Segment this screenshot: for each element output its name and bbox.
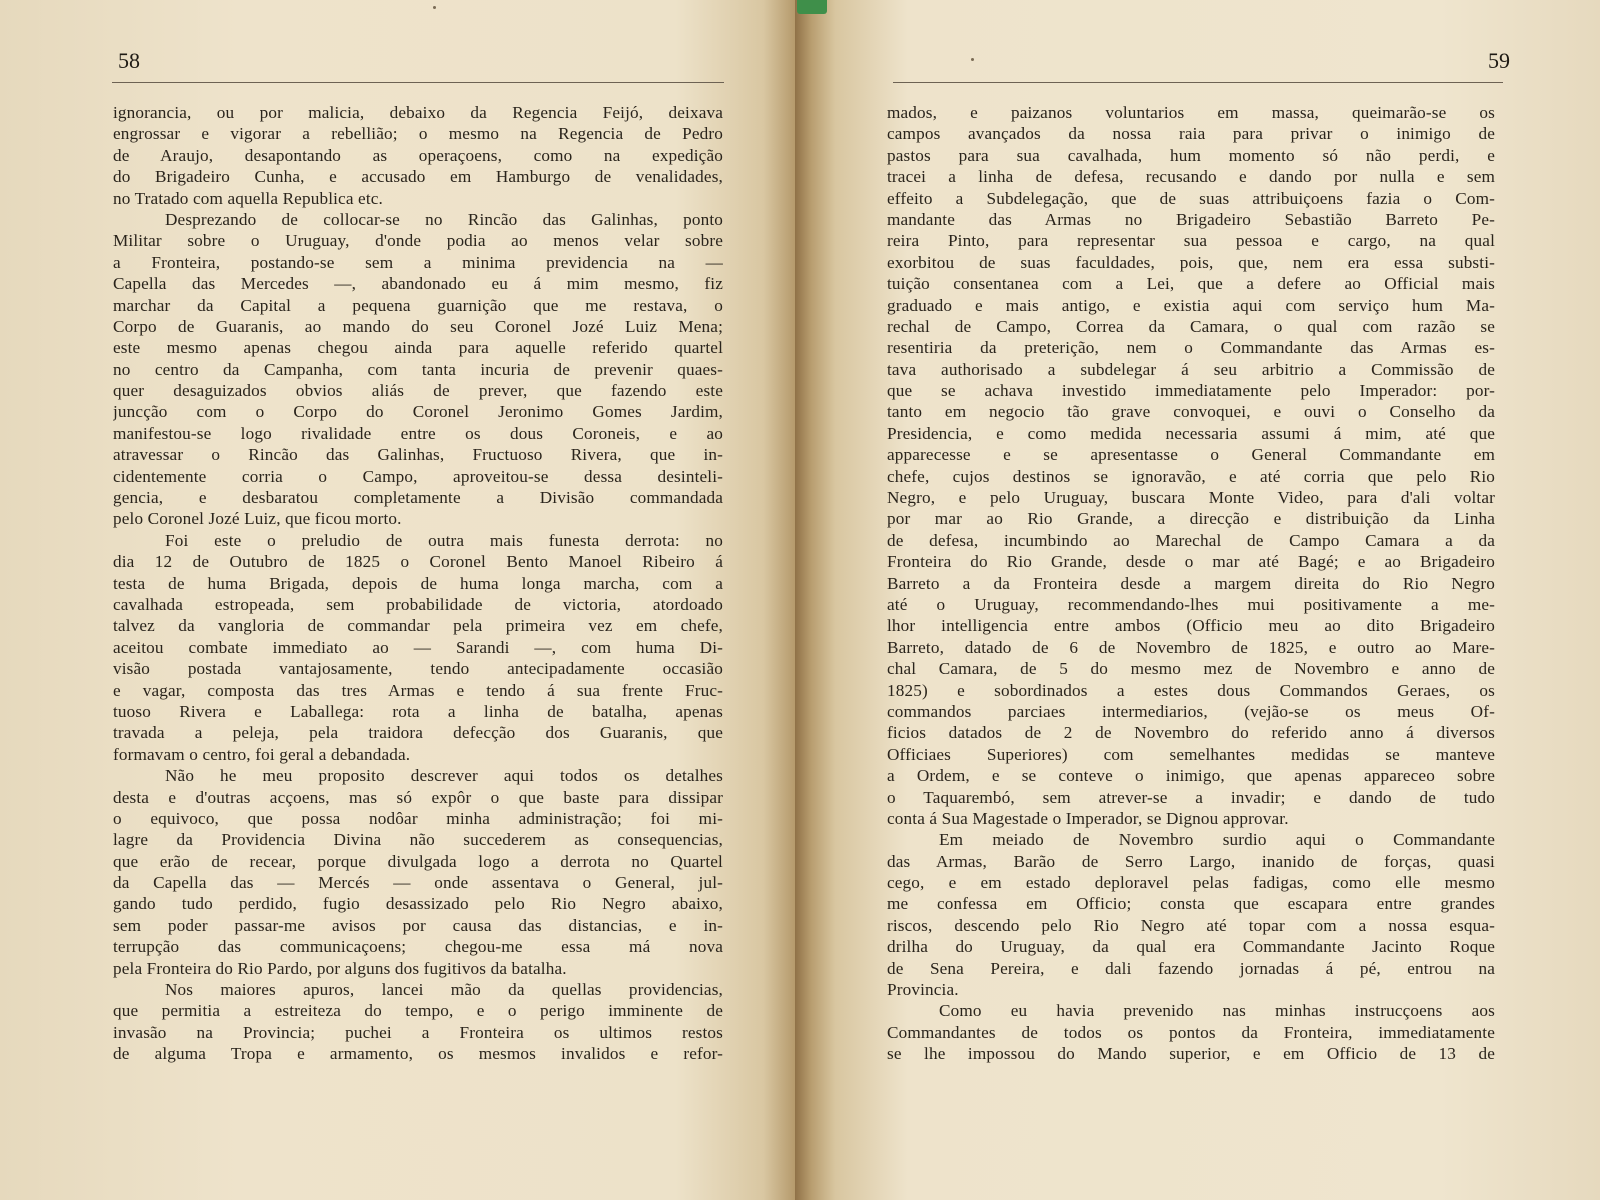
text-line: Em meiado de Novembro surdio aqui o Commandante <box>939 830 1495 850</box>
text-line: da Capella das — Mercés — onde assentava o General, jul- <box>113 873 723 893</box>
text-line: campos avançados da nossa raia para privar o inimigo de <box>887 124 1495 144</box>
text-line: que se achava investido immediatamente pelo Imperador: por- <box>887 381 1495 401</box>
text-line: Como eu havia prevenido nas minhas instrucçoens aos <box>939 1001 1495 1021</box>
body-text <box>887 102 1495 1065</box>
text-line: lagre da Providencia Divina não succederem as consequencias, <box>113 830 723 850</box>
text-line: Capella das Mercedes —, abandonado eu á mim mesmo, fiz <box>113 274 723 294</box>
text-line: do Brigadeiro Cunha, e accusado em Hamburgo de venalidades, <box>113 167 723 187</box>
page-number: 58 <box>118 48 140 73</box>
text-line: Foi este o preludio de outra mais funesta derrota: no <box>165 530 723 550</box>
text-line: por mar ao Rio Grande, a direcção e distribuição da Linha <box>887 509 1495 529</box>
text-line: de alguma Tropa e armamento, os mesmos invalidos e refor- <box>113 1044 723 1064</box>
text-line: tuição consentanea com a Lei, que a defere ao Official mais <box>887 274 1495 294</box>
text-line: se lhe impossou do Mando superior, e em Officio de 13 de <box>887 1044 1495 1064</box>
text-line: effeito a Subdelegação, que de suas attribuiçoens fazia o Com- <box>887 188 1495 208</box>
text-line: manifestou-se logo rivalidade entre os dous Coroneis, e ao <box>113 423 723 443</box>
paper-speck <box>971 58 974 61</box>
text-line: o equivoco, que possa nodôar minha administração; foi mi- <box>113 808 723 828</box>
text-line: drilha do Uruguay, da qual era Commandante Jacinto Roque <box>887 937 1495 957</box>
text-line: testa de huma Brigada, depois de huma longa marcha, com a <box>113 573 723 593</box>
text-line: desta e d'outras acçoens, mas só expôr o que baste para dissipar <box>113 787 723 807</box>
text-line: Officiaes Superiores) com semelhantes medidas se manteve <box>887 744 1495 764</box>
text-line: resentiria da preterição, nem o Commandante das Armas es- <box>887 338 1495 358</box>
text-line: Negro, e pelo Uruguay, buscara Monte Video, para d'ali voltar <box>887 488 1495 508</box>
text-line: Militar sobre o Uruguay, d'onde podia ao menos velar sobre <box>113 231 723 251</box>
text-line: sem poder passar-me avisos por causa das distancias, e in- <box>113 915 723 935</box>
text-line: engrossar e vigorar a rebellião; o mesmo na Regencia de Pedro <box>113 124 723 144</box>
text-line: commandos parciaes intermediarios, (vejão-se os meus Of- <box>887 701 1495 721</box>
text-line: Nos maiores apuros, lancei mão da quellas providencias, <box>165 980 723 1000</box>
text-line: apparecesse e se apresentasse o General Commandante em <box>887 445 1495 465</box>
text-line: de Araujo, desapontando as operaçoens, como na expedição <box>113 145 723 165</box>
text-line: no Tratado com aquella Republica etc. <box>113 188 383 208</box>
text-line: terrupção das communicaçoens; chegou-me essa má nova <box>113 937 723 957</box>
text-line: graduado e mais antigo, e existia aqui com serviço hum Ma- <box>887 295 1495 315</box>
text-line: de Sena Pereira, e dali fazendo jornadas á pé, entrou na <box>887 958 1495 978</box>
text-line: das Armas, Barão de Serro Largo, inanido de forças, quasi <box>887 851 1495 871</box>
text-line: conta á Sua Magestade o Imperador, se Dignou approvar. <box>887 808 1289 828</box>
text-line: me confessa em Officio; consta que escapara entre grandes <box>887 894 1495 914</box>
text-line: chefe, cujos destinos se ignoravão, e até corria que pelo Rio <box>887 466 1495 486</box>
paper-speck <box>433 6 436 9</box>
text-line: chal Camara, de 5 do mesmo mez de Novembro e anno de <box>887 659 1495 679</box>
text-line: que permitia a estreiteza do tempo, e o perigo imminente de <box>113 1001 723 1021</box>
text-line: até o Uruguay, recommendando-lhes mui positivamente a me- <box>887 594 1495 614</box>
text-line: o Taquarembó, sem atrever-se a invadir; e dando de tudo <box>887 787 1495 807</box>
text-line: que erão de recear, porque divulgada logo a derrota no Quartel <box>113 851 723 871</box>
text-line: cavalhada estropeada, sem probabilidade de victoria, atordoado <box>113 594 723 614</box>
text-line: Presidencia, e como medida necessaria assumi á mim, até que <box>887 423 1495 443</box>
text-line: pastos para sua cavalhada, hum momento só não perdi, e <box>887 145 1495 165</box>
text-line: gencia, e desbaratou completamente a Divisão commandada <box>113 488 723 508</box>
right-page <box>795 0 1600 1200</box>
text-line: gando tudo perdido, fugio desassizado pelo Rio Negro abaixo, <box>113 894 723 914</box>
text-line: aceitou combate immediato ao — Sarandi —, com huma Di- <box>113 637 723 657</box>
text-line: tracei a linha de defesa, recusando e dando por nulla e sem <box>887 167 1495 187</box>
text-line: exorbitou de suas faculdades, pois, que, nem era essa substi- <box>887 252 1495 272</box>
text-line: formavam o centro, foi geral a debandada. <box>113 744 411 764</box>
text-line: Provincia. <box>887 980 959 1000</box>
text-line: ignorancia, ou por malicia, debaixo da Regencia Feijó, deixava <box>113 103 723 122</box>
text-line: pelo Coronel Jozé Luiz, que ficou morto. <box>113 509 402 529</box>
text-line: cego, e em estado deploravel pelas fadigas, como elle mesmo <box>887 873 1495 893</box>
text-line: este mesmo apenas chegou ainda para aquelle referido quartel <box>113 338 723 358</box>
text-line: Não he meu proposito descrever aqui todos os detalhes <box>165 766 723 786</box>
page-number: 59 <box>1488 48 1510 73</box>
text-line: visão postada vantajosamente, tendo antecipadamente occasião <box>113 659 723 679</box>
header-rule <box>112 82 724 83</box>
text-line: travada a peleja, pela traidora defecção dos Guaranis, que <box>113 723 723 743</box>
text-line: lhor intelligencia entre ambos (Officio meu ao dito Brigadeiro <box>887 616 1495 636</box>
text-line: riscos, descendo pelo Rio Negro até topar com a nossa esqua- <box>887 915 1495 935</box>
text-line: a Fronteira, postando-se sem a minima previdencia na — <box>113 252 723 272</box>
body-text <box>113 102 723 1065</box>
text-line: pela Fronteira do Rio Pardo, por alguns dos fugitivos da batalha. <box>113 958 567 978</box>
text-line: Commandantes de todos os pontos da Fronteira, immediatamente <box>887 1022 1495 1042</box>
text-line: tuoso Rivera e Laballega: rota a linha de batalha, apenas <box>113 701 723 721</box>
text-line: e vagar, composta das tres Armas e tendo á sua frente Fruc- <box>113 680 723 700</box>
text-line: Barreto a da Fronteira desde a margem direita do Rio Negro <box>887 573 1495 593</box>
left-page <box>0 0 795 1200</box>
text-line: rechal de Campo, Correa da Camara, o qual com razão se <box>887 316 1495 336</box>
text-line: invasão na Provincia; puchei a Fronteira os ultimos restos <box>113 1022 723 1042</box>
text-line: reira Pinto, para representar sua pessoa e cargo, na qual <box>887 231 1495 251</box>
text-line: Fronteira do Rio Grande, desde o mar até Bagé; e ao Brigadeiro <box>887 552 1495 572</box>
text-line: ficios datados de 2 de Novembro do referido anno á diversos <box>887 723 1495 743</box>
text-line: tanto em negocio tão grave convoquei, e ouvi o Conselho da <box>887 402 1495 422</box>
text-line: marchar da Capital a pequena guarnição que me restava, o <box>113 295 723 315</box>
text-line: quer desaguizados obvios aliás de prever, que fazendo este <box>113 381 723 401</box>
text-line: de defesa, incumbindo ao Marechal de Campo Camara a da <box>887 530 1495 550</box>
text-line: atravessar o Rincão das Galinhas, Fructuoso Rivera, que in- <box>113 445 723 465</box>
text-line: no centro da Campanha, com tanta incuria de prevenir quaes- <box>113 359 723 379</box>
text-line: Desprezando de collocar-se no Rincão das Galinhas, ponto <box>165 209 723 229</box>
ribbon-bookmark <box>797 0 827 14</box>
text-line: mados, e paizanos voluntarios em massa, queimarão-se os <box>887 103 1495 122</box>
text-line: 1825) e sobordinados a estes dous Commandos Geraes, os <box>887 680 1495 700</box>
text-line: mandante das Armas no Brigadeiro Sebastião Barreto Pe- <box>887 209 1495 229</box>
text-line: a Ordem, e se conteve o inimigo, que apenas appareceo sobre <box>887 766 1495 786</box>
header-rule <box>893 82 1503 83</box>
text-line: juncção com o Corpo do Coronel Jeronimo Gomes Jardim, <box>113 402 723 422</box>
text-line: Corpo de Guaranis, ao mando do seu Coronel Jozé Luiz Mena; <box>113 316 723 336</box>
text-line: tava authorisado a subdelegar á seu arbitrio a Commissão de <box>887 359 1495 379</box>
text-line: cidentemente corria o Campo, aproveitou-se dessa desinteli- <box>113 466 723 486</box>
text-line: talvez da vangloria de commandar pela primeira vez em chefe, <box>113 616 723 636</box>
text-line: Barreto, datado de 6 de Novembro de 1825, e outro ao Mare- <box>887 637 1495 657</box>
text-line: dia 12 de Outubro de 1825 o Coronel Bento Manoel Ribeiro á <box>113 552 723 572</box>
